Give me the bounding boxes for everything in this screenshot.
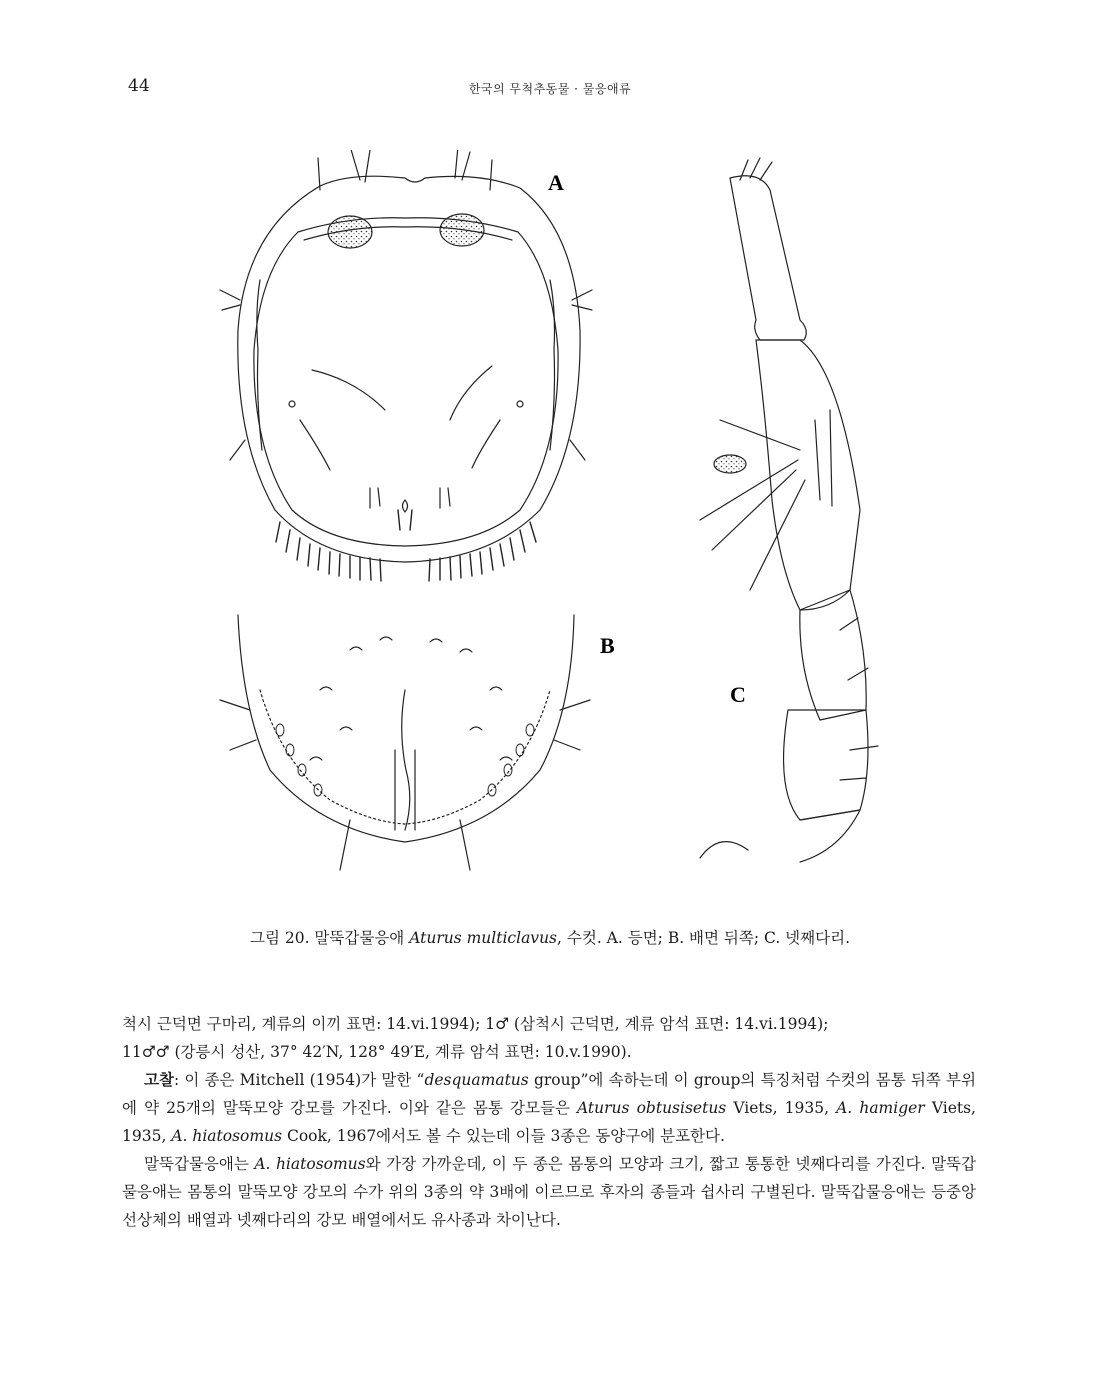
text-run: Viets, 1935, [122, 1099, 976, 1145]
panel-label-c: C [730, 682, 746, 707]
caption-prefix: 그림 20. 말뚝갑물응애 [249, 929, 410, 947]
species-name: Aturus obtusisetus [577, 1099, 727, 1117]
text-run: Cook, 1967에서도 볼 수 있는데 이들 3종은 동양구에 분포한다. [282, 1127, 725, 1145]
caption-species: Aturus multiclavus [409, 929, 558, 947]
records-line-2: 11♂♂ (강릉시 성산, 37° 42′N, 128° 49′E, 계류 암석 표면: 10.v.1990). [122, 1043, 632, 1061]
panel-c-fourth-leg [700, 158, 878, 862]
text-run: Viets, 1935, [726, 1099, 837, 1117]
species-name: A. hiatosomus [171, 1127, 283, 1145]
text-run: : 이 종은 Mitchell (1954)가 말한 “ [173, 1071, 425, 1089]
body-text [122, 1010, 976, 1234]
text-run: 말뚝갑물응애는 [144, 1155, 255, 1173]
discussion-heading: 고찰 [144, 1070, 174, 1089]
species-group-name: desquamatus [424, 1071, 529, 1089]
text-run: group”에 속하는데 이 group의 특징처럼 수컷의 몸통 뒤쪽 부위에 약 25개의 말뚝모양 강모를 가진다. 이와 같은 몸통 강모들은 [122, 1071, 976, 1117]
figure-drawing [200, 150, 900, 890]
discussion-paragraph-1 [122, 1066, 976, 1150]
figure-caption [0, 926, 1100, 948]
running-header: 한국의 무척추동물 · 물응애류 [468, 82, 632, 96]
panel-label-b: B [600, 633, 615, 658]
discussion-paragraph-2 [122, 1150, 976, 1234]
figure-20 [200, 150, 900, 890]
text-run: 와 가장 가까운데, 이 두 종은 몸통의 모양과 크기, 짧고 통통한 넷째다리를 가진다. 말뚝갑물응애는 몸통의 말뚝모양 강모의 수가 위의 3종의 약 3배에 이르므로 후자의 종들과 쉽사리 구별된다. 말뚝갑물응애는 등중앙선상체의 배열과 넷째다리의 강모 배열에서도 유사종과 차이난다. [122, 1155, 977, 1229]
species-name: A. hamiger [836, 1099, 925, 1117]
species-name: A. hiatosomus [254, 1155, 366, 1173]
panel-a-dorsal-view [220, 150, 592, 581]
records-line-1: 척시 근덕면 구마리, 계류의 이끼 표면: 14.vi.1994); 1♂ (삼척시 근덕면, 계류 암석 표면: 14.vi.1994); [122, 1015, 829, 1033]
panel-label-a: A [548, 170, 564, 195]
panel-b-ventral-view [220, 615, 615, 870]
page-number: 44 [128, 76, 150, 96]
caption-suffix: , 수컷. A. 등면; B. 배면 뒤쪽; C. 넷째다리. [557, 929, 851, 947]
